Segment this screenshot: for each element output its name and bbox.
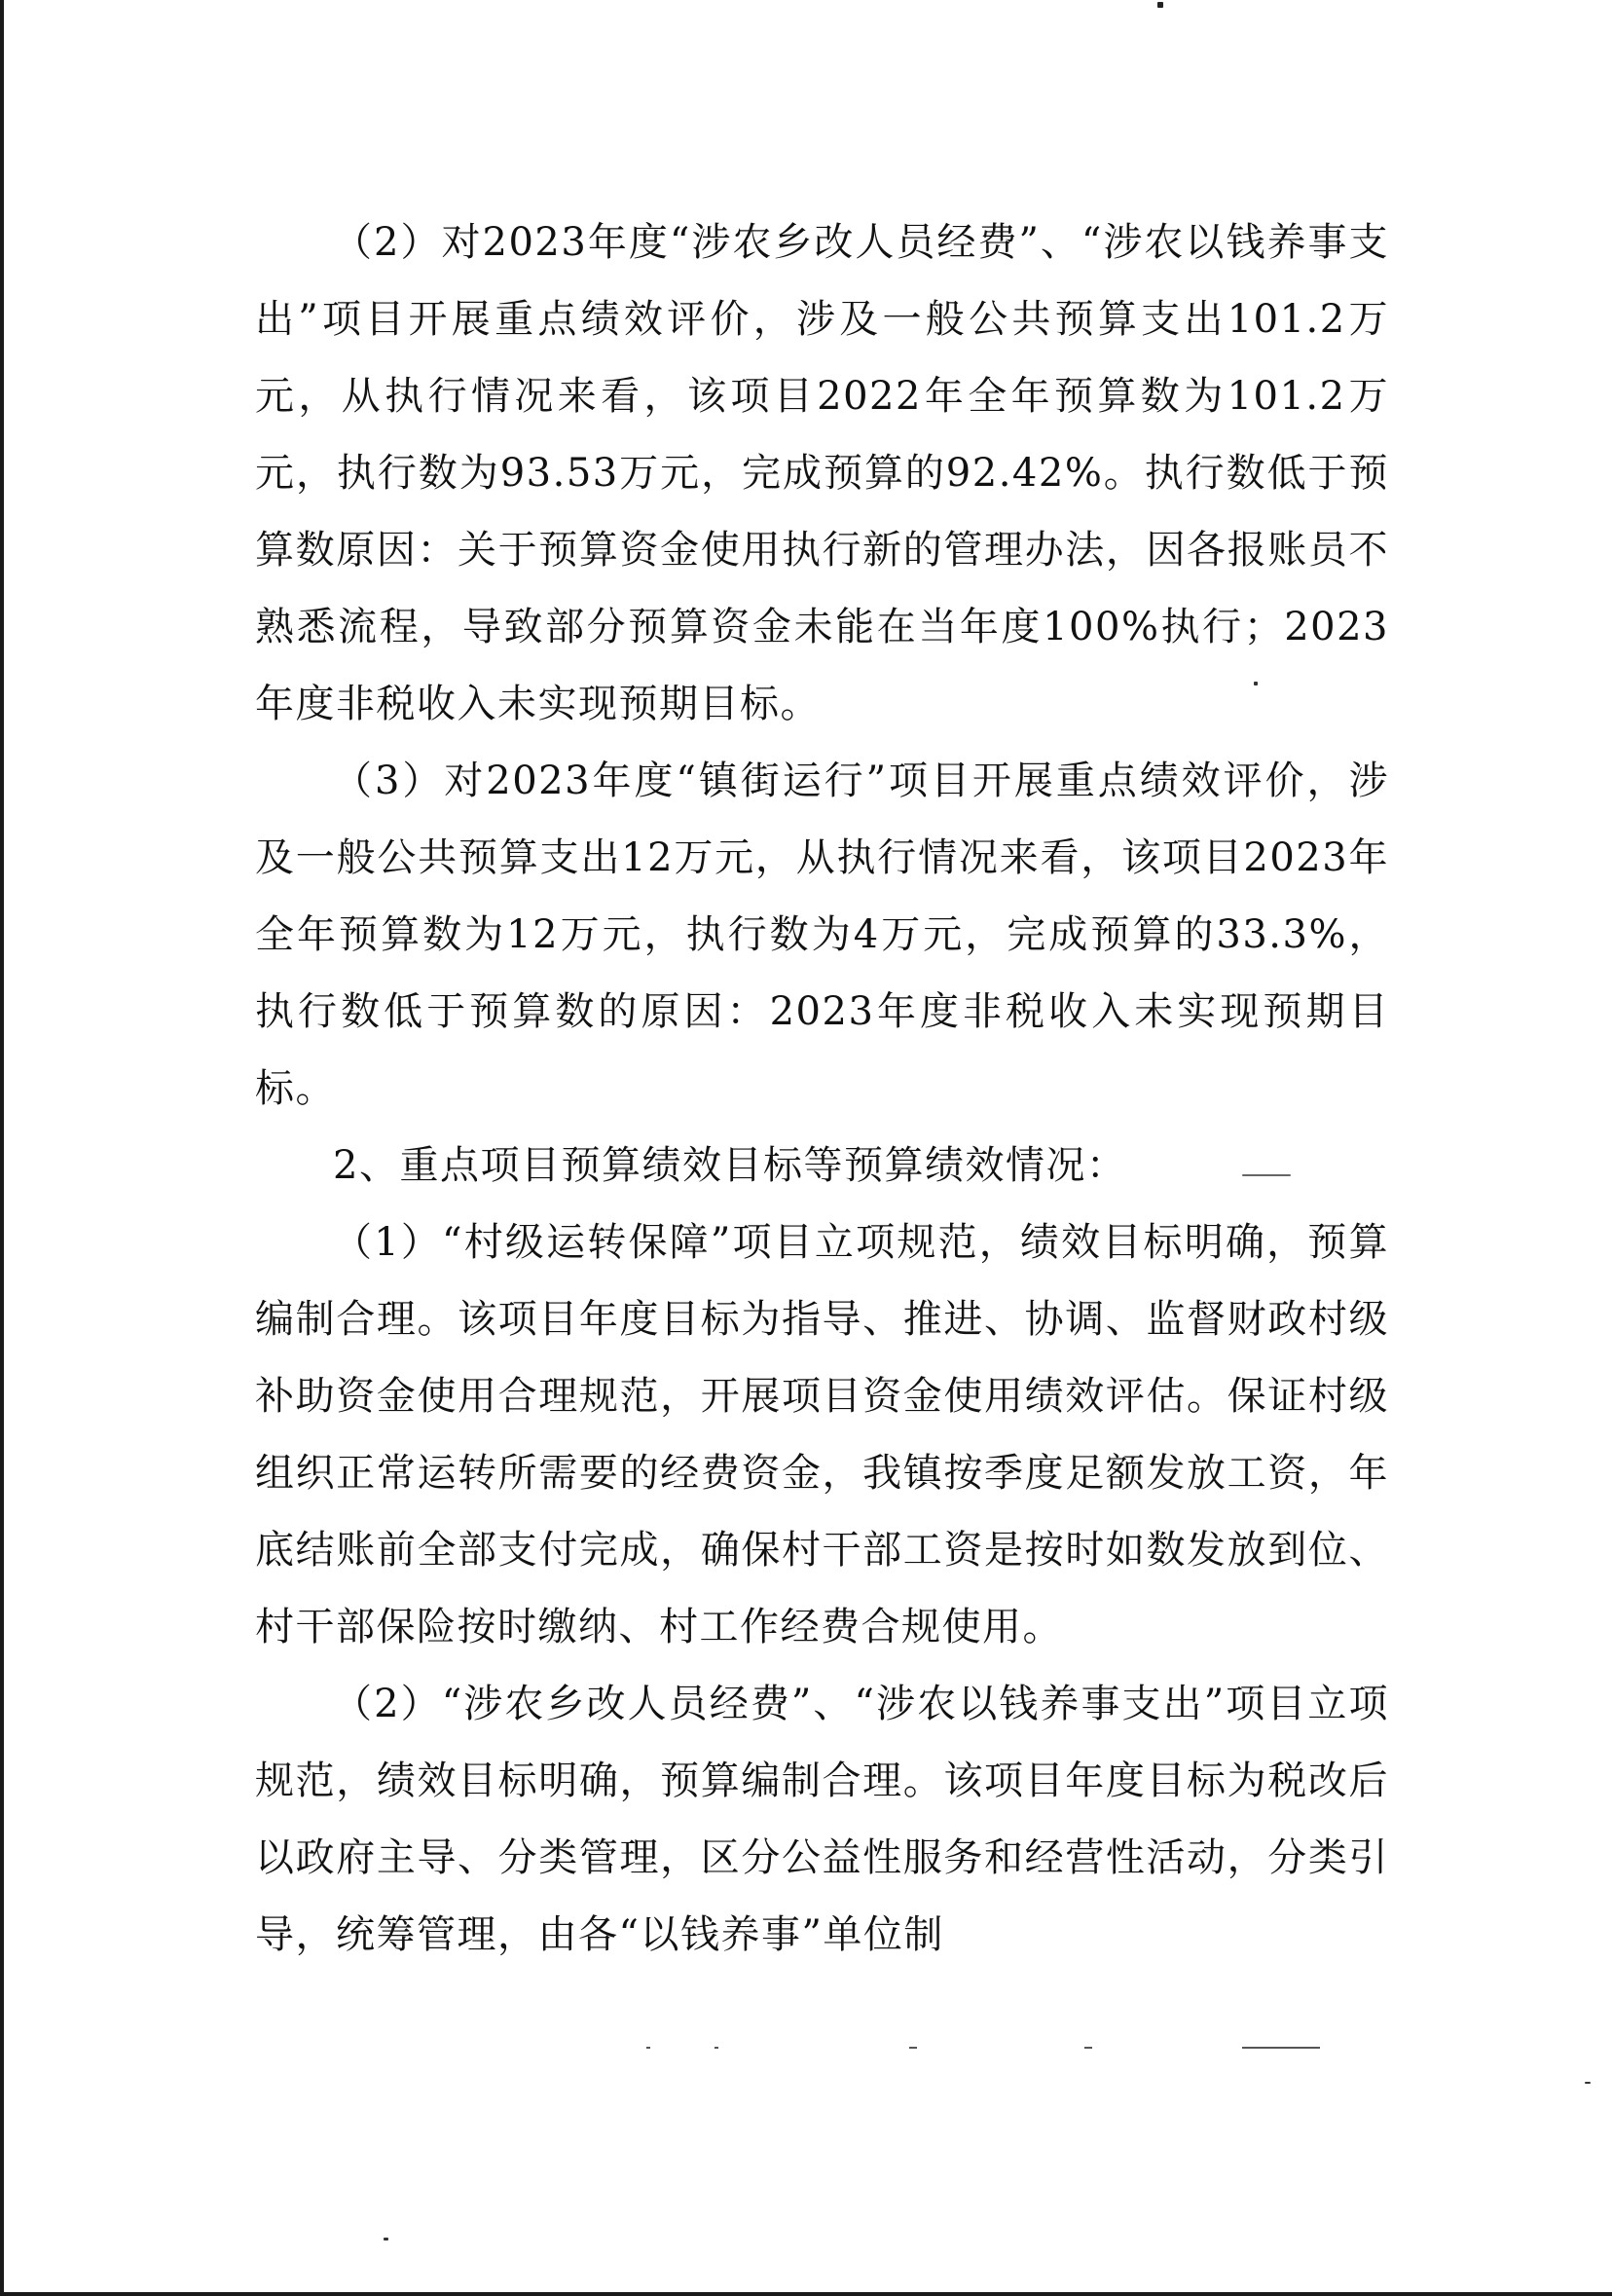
scan-speck	[384, 2238, 388, 2240]
paragraph-item2-evaluation: （2）对2023年度“涉农乡改人员经费”、“涉农以钱养事支出”项目开展重点绩效评价，涉及一般公共预算支出101.2万元，从执行情况来看，该项目2022年全年预算数为101.2万元，执行数为93.53万元，完成预算的92.42%。执行数低于预算数原因：关于预算资金使用执行新的管理办法，因各报账员不熟悉流程，导致部分预算资金未能在当年度100%执行；2023年度非税收入未实现预期目标。	[255, 220, 1389, 726]
paragraph-village-operation: （1）“村级运转保障”项目立项规范，绩效目标明确，预算编制合理。该项目年度目标为指导、推进、协调、监督财政村级补助资金使用合理规范，开展项目资金使用绩效评估。保证村级组织正常运转所需要的经费资金，我镇按季度足额发放工资，年底结账前全部支付完成，确保村干部工资是按时如数发放到位、村干部保险按时缴纳、村工作经费合规使用。	[255, 1220, 1389, 1649]
section-heading-performance: 2、重点项目预算绩效目标等预算绩效情况：	[333, 1143, 1127, 1188]
paragraph-agriculture-personnel: （2）“涉农乡改人员经费”、“涉农以钱养事支出”项目立项规范，绩效目标明确，预算编制合理。该项目年度目标为税改后以政府主导、分类管理，区分公益性服务和经营性活动，分类引导，统筹管理，由各“以钱养事”单位制	[255, 1682, 1389, 1957]
paragraph-item3-evaluation: （3）对2023年度“镇街运行”项目开展重点绩效评价，涉及一般公共预算支出12万元，从执行情况来看，该项目2023年全年预算数为12万元，执行数为4万元，完成预算的33.3%，执行数低于预算数的原因：2023年度非税收入未实现预期目标。	[255, 759, 1389, 1111]
document-body	[255, 204, 1389, 1974]
scan-speck	[1585, 2082, 1591, 2084]
scan-mark	[1157, 2, 1163, 8]
scan-noise-dashes	[646, 2047, 1347, 2056]
